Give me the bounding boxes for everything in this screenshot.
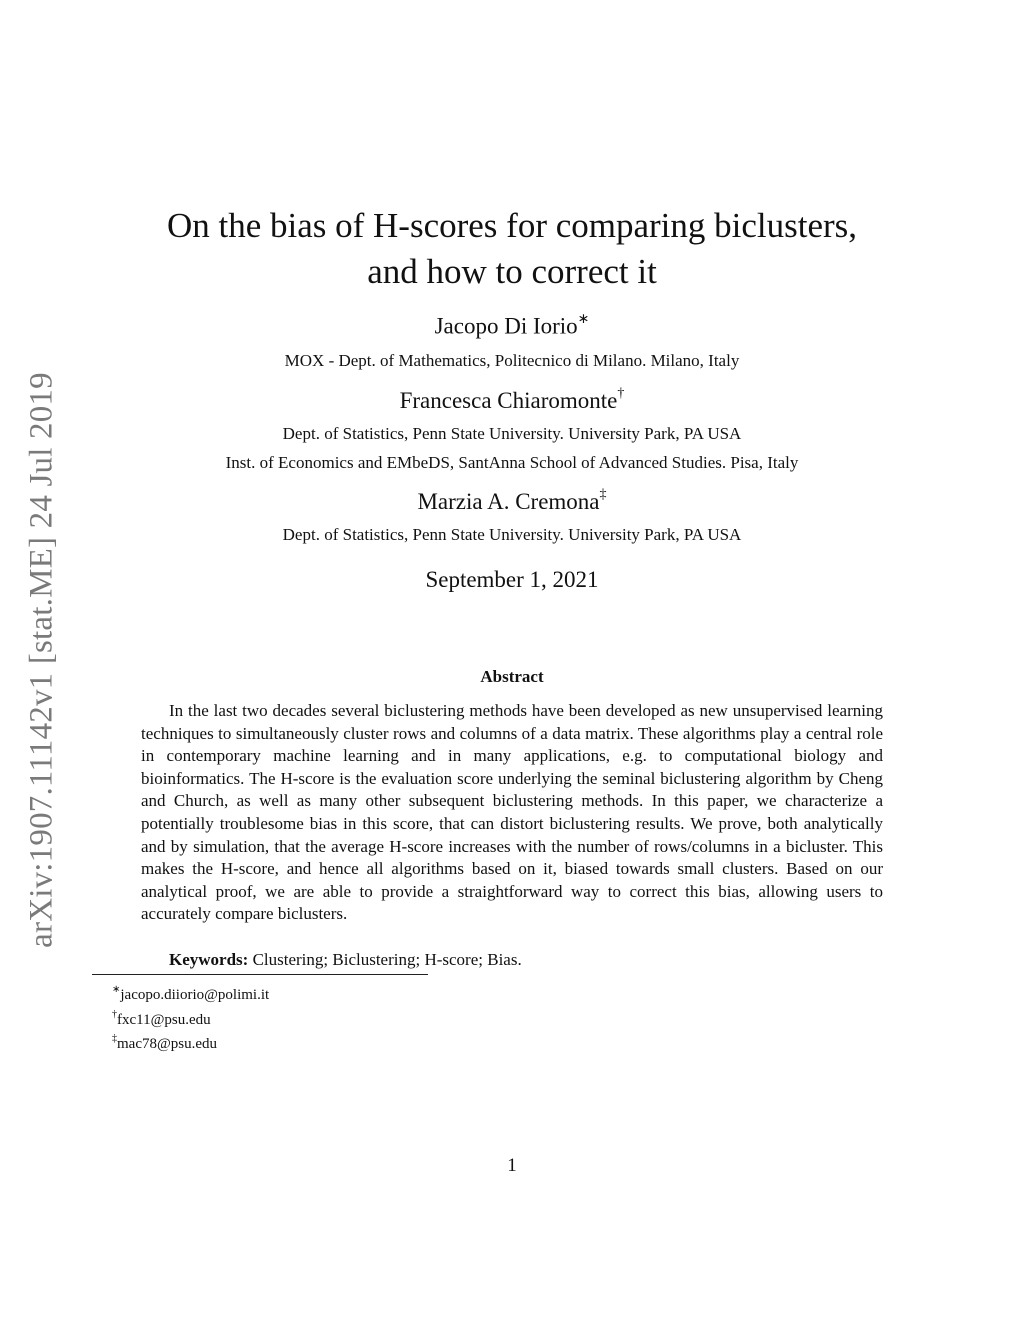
author-3-affiliation: Dept. of Statistics, Penn State University. University Park, PA USA <box>282 525 742 544</box>
footnote-divider <box>92 974 428 975</box>
footnote-item <box>112 1030 269 1055</box>
paper-date: September 1, 2021 <box>425 567 599 592</box>
footnote-item <box>112 981 269 1006</box>
title-line-2: and how to correct it <box>367 252 657 291</box>
footnote-email: jacopo.diiorio@polimi.it <box>120 987 270 1003</box>
keywords-line <box>169 950 522 970</box>
page-number: 1 <box>507 1155 517 1176</box>
author-footnote-mark: ∗ <box>577 312 590 327</box>
footnote-mark: † <box>112 1008 117 1020</box>
keywords-label: Keywords: <box>169 950 249 969</box>
author-2-affiliation-1: Dept. of Statistics, Penn State University. University Park, PA USA <box>282 424 742 443</box>
footnote-email: fxc11@psu.edu <box>117 1011 211 1028</box>
author-footnote-mark: † <box>617 386 625 402</box>
footnote-item <box>112 1006 269 1031</box>
author-name: Francesca Chiaromonte <box>399 388 618 413</box>
keywords-list: Clustering; Biclustering; H-score; Bias. <box>252 950 522 969</box>
abstract-heading: Abstract <box>480 667 544 686</box>
abstract-body: In the last two decades several biclustering methods have been developed as new unsupervised learning techniques to simultaneously cluster rows and columns of a data matrix. These algorithms play a central role in contemporary machine learning and in many applications, e.g. to computational biology and bioinformatics. The H-score is the evaluation score underlying the seminal biclustering algorithm by Cheng and Church, as well as many other subsequent biclustering methods. In this paper, we characterize a potentially troublesome bias in this score, that can distort biclustering results. We prove, both analytically and by simulation, that the average H-score increases with the number of rows/columns in a bicluster. This makes the H-score, and hence all algorithms based on it, biased towards small clusters. Based on our analytical proof, we are able to provide a straightforward way to correct this bias, allowing users to accurately compare biclusters. <box>141 701 883 924</box>
footnote-mark: ‡ <box>112 1033 117 1044</box>
author-name: Jacopo Di Iorio <box>434 313 578 339</box>
paper-title <box>0 203 1024 295</box>
arxiv-stamp: arXiv:1907.11142v1 [stat.ME] 24 Jul 2019 <box>23 372 60 948</box>
footnote-mark: ∗ <box>112 984 121 995</box>
author-name: Marzia A. Cremona <box>417 489 600 514</box>
title-line-1: On the bias of H-scores for comparing biclusters, <box>166 206 858 245</box>
author-footnote-mark: ‡ <box>599 487 607 503</box>
footnotes <box>112 981 269 1055</box>
author-2-affiliation-2: Inst. of Economics and EMbeDS, SantAnna School of Advanced Studies. Pisa, Italy <box>225 453 799 472</box>
author-2 <box>0 388 1024 414</box>
author-1 <box>0 313 1024 340</box>
author-1-affiliation: MOX - Dept. of Mathematics, Politecnico di Milano. Milano, Italy <box>284 351 740 370</box>
author-3 <box>0 489 1024 515</box>
footnote-email: mac78@psu.edu <box>117 1036 218 1052</box>
